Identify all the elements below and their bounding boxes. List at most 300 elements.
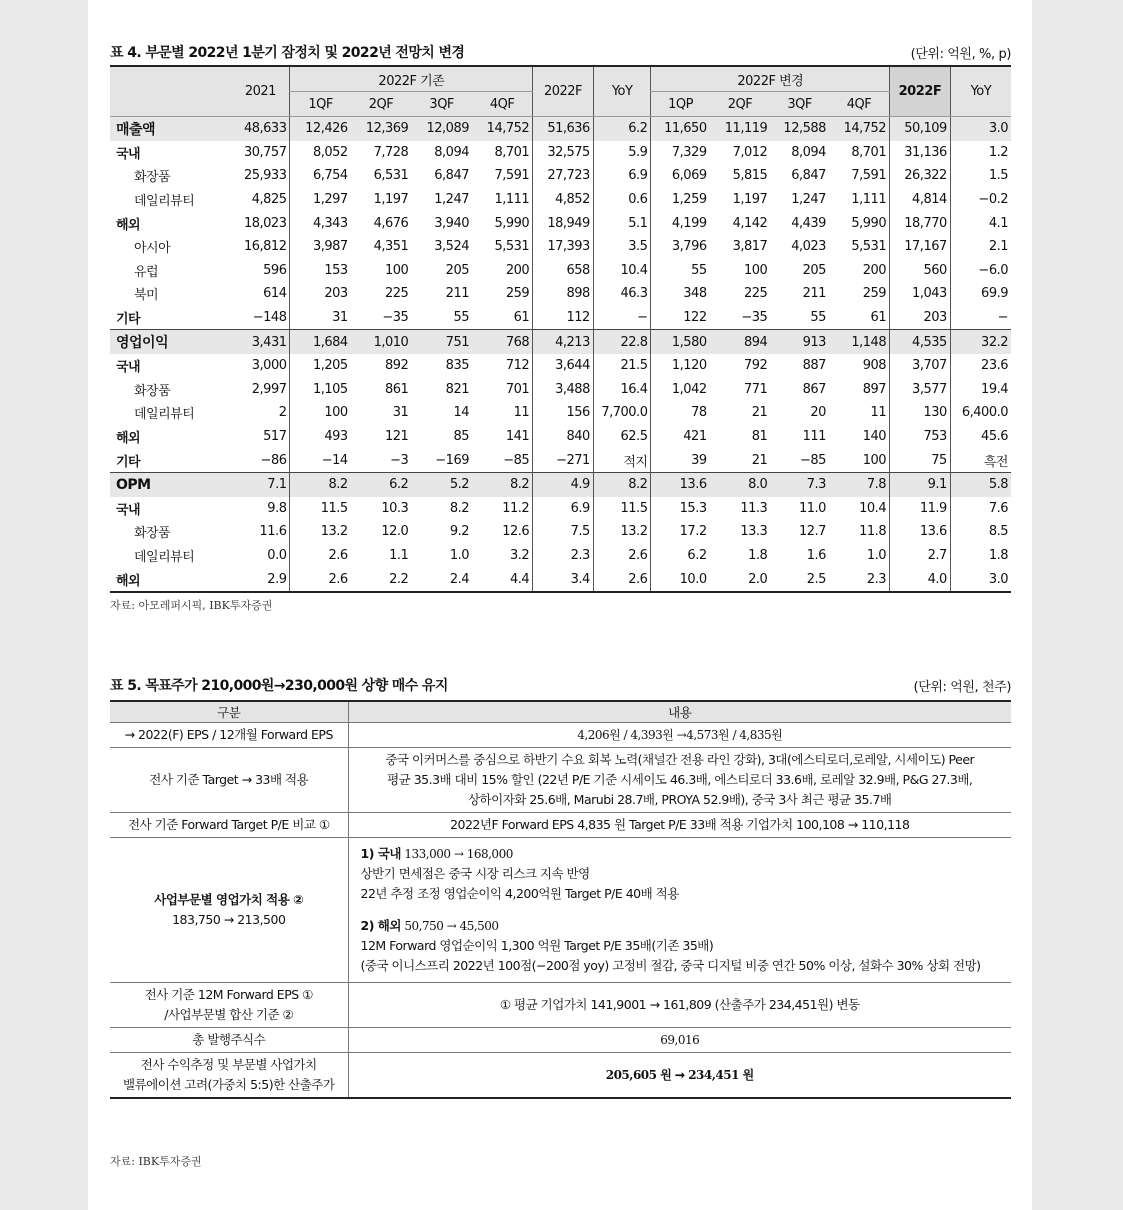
table-cell: 3.0: [950, 117, 1011, 141]
table-cell: 21: [751, 405, 768, 421]
header-quarter: 3QF: [411, 92, 472, 117]
table-cell: 771: [743, 381, 768, 397]
row-key: [110, 983, 348, 1028]
table-cell: 203: [290, 282, 351, 306]
table-cell: 560: [890, 259, 951, 283]
table-cell: 8,094: [791, 144, 826, 160]
row-label: 데일리뷰티: [134, 194, 195, 210]
table-cell: 156: [533, 401, 594, 425]
table-row: [110, 354, 1011, 378]
table-row: [110, 235, 1011, 259]
table-cell: 5.9: [593, 141, 651, 165]
row-value: 2022년F Forward EPS 4,835 원 Target P/E 33배 적용 기업가치 100,108 → 110,118: [348, 813, 1011, 838]
domestic-value: 133,000 → 168,000: [404, 847, 513, 861]
table-cell: 7.3: [770, 472, 829, 496]
row-label: 화장품: [134, 170, 171, 186]
table-cell: 50,109: [890, 117, 951, 141]
header-quarter-new: 4QF: [829, 92, 890, 117]
table-cell: 3,488: [533, 378, 594, 402]
table-cell: 4,199: [651, 211, 710, 235]
table-cell: 18,023: [243, 215, 287, 231]
table-cell: 31: [290, 306, 351, 330]
table-cell: 2.7: [890, 544, 951, 568]
col-category: 구분: [110, 701, 348, 723]
row-key: 총 발행주식수: [110, 1028, 348, 1053]
table-row: [110, 748, 1011, 813]
table-cell: 1,042: [651, 378, 710, 402]
table-cell: 8,052: [290, 141, 351, 165]
table-cell: 1.1: [389, 547, 409, 563]
table-row: [110, 259, 1011, 283]
value-line: 평균 35.3배 대비 15% 할인 (22년 P/E 기준 시세이도 46.3배, 에스티로더 33.6배, 로레알 32.9배, P&G 27.3배,: [387, 772, 973, 787]
table-cell: 27,723: [533, 164, 594, 188]
table-cell: 17,167: [890, 235, 951, 259]
table-cell: 2.0: [748, 571, 768, 587]
header-quarter-new: 1QP: [651, 92, 710, 117]
row-label: 국내: [116, 360, 141, 376]
table-cell: 10.3: [381, 500, 409, 516]
table-cell: 4,343: [290, 211, 351, 235]
table-cell: 85: [453, 429, 469, 445]
table5-header: [110, 675, 1011, 695]
table-row: [110, 211, 1011, 235]
table-cell: 4.1: [950, 211, 1011, 235]
table-cell: 3.2: [509, 547, 530, 563]
table-row: [110, 723, 1011, 748]
row-value: 4,206원 / 4,393원 →4,573원 / 4,835원: [348, 723, 1011, 748]
table-cell: 112: [533, 306, 594, 330]
table-row: [110, 838, 1011, 983]
table-cell: 12,426: [290, 117, 351, 141]
table-cell: 51,636: [533, 117, 594, 141]
row-label: OPM: [110, 472, 231, 496]
table-cell: 8.2: [472, 472, 533, 496]
table-cell: 62.5: [593, 425, 651, 449]
table-cell: 32,575: [533, 141, 594, 165]
table-cell: −3: [390, 452, 409, 468]
table-cell: 1,111: [494, 192, 530, 208]
table-cell: 5.1: [593, 211, 651, 235]
table4-title: 표 4. 부문별 2022년 1분기 잠정치 및 2022년 전망치 변경: [110, 45, 465, 61]
table-cell: 2.6: [593, 567, 651, 592]
table-cell: 897: [862, 381, 887, 397]
table-cell: 11,119: [710, 117, 771, 141]
table-cell: 19.4: [950, 378, 1011, 402]
table-cell: 5,815: [732, 168, 768, 184]
header-2022f-revised: 2022F 변경: [651, 66, 890, 92]
header-quarter: 1QF: [290, 92, 351, 117]
table-cell: 792: [743, 358, 768, 374]
table-cell: 5,531: [851, 239, 887, 255]
table-cell: 1,197: [373, 192, 409, 208]
table-cell: 1,105: [290, 378, 351, 402]
table-cell: 6.9: [593, 164, 651, 188]
key-line: 전사 수익추정 및 부문별 사업가치: [140, 1057, 317, 1072]
row-label: 기타: [116, 312, 141, 328]
table-cell: 2: [278, 405, 287, 421]
row-label: 국내: [116, 502, 141, 518]
table-cell: 12,588: [770, 117, 829, 141]
row-key: 전사 기준 Target → 33배 적용: [110, 748, 348, 813]
segment-estimate-table: [110, 65, 1011, 593]
table-cell: 122: [651, 306, 710, 330]
row-key: 전사 기준 Forward Target P/E 비교 ①: [110, 813, 348, 838]
table-cell: 3,431: [231, 330, 290, 354]
row-key: [110, 1053, 348, 1099]
table-cell: 1,148: [829, 330, 890, 354]
table-cell: 21: [751, 452, 768, 468]
table-cell: 1,205: [290, 354, 351, 378]
table-cell: 892: [385, 358, 409, 374]
table-cell: 211: [802, 286, 826, 302]
row-label: 해외: [116, 431, 141, 447]
table-cell: 61: [513, 310, 530, 326]
value-line: (중국 이니스프리 2022년 100점(−200점 yoy) 고정비 절감, 중국 디지털 비중 연간 50% 이상, 설화수 30% 상회 전망): [360, 958, 981, 973]
table-cell: 1,684: [290, 330, 351, 354]
table-cell: −169: [435, 452, 469, 468]
table-cell: 25,933: [243, 168, 287, 184]
table-cell: 225: [743, 286, 768, 302]
table-cell: 1,297: [290, 188, 351, 212]
table-cell: 768: [472, 330, 533, 354]
value-line: [361, 844, 1004, 864]
value-line: [361, 916, 1004, 936]
header-yoy-new: YoY: [950, 66, 1011, 117]
table-cell: 205: [802, 262, 826, 278]
table-cell: 22.8: [593, 330, 651, 354]
table-cell: 11.0: [798, 500, 826, 516]
table-row: [110, 520, 1011, 544]
table-cell: 5,990: [851, 215, 887, 231]
row-value: ① 평균 기업가치 141,9001 → 161,809 (산출주가 234,451원) 변동: [348, 983, 1011, 1028]
table-cell: 17.2: [651, 520, 710, 544]
table5-title: 표 5. 목표주가 210,000원→230,000원 상향 매수 유지: [110, 678, 448, 694]
table-cell: 48,633: [231, 117, 290, 141]
table-cell: 6,754: [290, 164, 351, 188]
table-cell: −271: [533, 448, 594, 472]
table-cell: 14,752: [472, 117, 533, 141]
table-cell: 6,847: [791, 168, 826, 184]
table-cell: 9.8: [267, 500, 287, 516]
table-cell: 4,351: [373, 239, 409, 255]
table-cell: −148: [252, 310, 287, 326]
table-cell: 8.2: [593, 472, 651, 496]
table-cell: 4,814: [890, 188, 951, 212]
table-cell: 0.6: [593, 188, 651, 212]
table-cell: 203: [890, 306, 951, 330]
table-cell: 8,094: [434, 144, 469, 160]
table-cell: 5.2: [411, 472, 472, 496]
table-cell: 493: [290, 425, 351, 449]
table-cell: 4.0: [890, 567, 951, 592]
table-row: [110, 813, 1011, 838]
table-cell: 153: [290, 259, 351, 283]
table-cell: 100: [862, 452, 887, 468]
table-cell: 2.1: [950, 235, 1011, 259]
table-cell: 4,023: [791, 239, 826, 255]
table-cell: 4.4: [509, 571, 530, 587]
table-cell: 11,650: [651, 117, 710, 141]
table-row: [110, 188, 1011, 212]
table-cell: 1,010: [351, 330, 412, 354]
table-cell: 751: [411, 330, 472, 354]
table-cell: 2.9: [267, 571, 287, 587]
row-value: [348, 838, 1011, 983]
table-cell: 3,707: [890, 354, 951, 378]
table-cell: 17,393: [533, 235, 594, 259]
table-cell: 111: [802, 429, 826, 445]
table-cell: 1,247: [434, 192, 469, 208]
table-cell: 11.5: [290, 497, 351, 521]
table-cell: 12,369: [351, 117, 412, 141]
table-cell: −35: [741, 310, 768, 326]
table-cell: 1.5: [950, 164, 1011, 188]
table-cell: 821: [445, 381, 469, 397]
table-cell: 13.2: [290, 520, 351, 544]
table-cell: 18,770: [890, 211, 951, 235]
table-row: [110, 141, 1011, 165]
table-cell: 4,676: [373, 215, 409, 231]
header-quarter: 2QF: [351, 92, 412, 117]
table-cell: 11.3: [740, 500, 768, 516]
table-cell: −14: [290, 448, 351, 472]
table-cell: 1.6: [806, 547, 826, 563]
key-line: 밸류에이션 고려(가중치 5:5)한 산출주가: [123, 1077, 335, 1092]
row-label: 데일리뷰티: [134, 549, 195, 565]
table-cell: 517: [263, 429, 287, 445]
table-row: [110, 983, 1011, 1028]
table-cell: 1,580: [651, 330, 710, 354]
table-cell: 6,847: [434, 168, 469, 184]
table-cell: 861: [385, 381, 409, 397]
table-cell: 8,701: [851, 144, 887, 160]
table-cell: 20: [810, 405, 826, 421]
table-cell: 1,197: [732, 192, 768, 208]
table-cell: 835: [445, 358, 469, 374]
table-cell: −: [593, 306, 651, 330]
row-label: 기타: [116, 454, 141, 470]
table-row: [110, 306, 1011, 330]
key-line: /사업부문별 합산 기준 ②: [164, 1007, 294, 1022]
table-cell: 658: [533, 259, 594, 283]
table-cell: 10.4: [859, 500, 887, 516]
table-cell: 100: [743, 262, 768, 278]
table-cell: 적지: [593, 448, 651, 472]
table-cell: 14: [453, 405, 469, 421]
table-cell: 908: [862, 358, 887, 374]
table-cell: 7.6: [950, 497, 1011, 521]
table-cell: 1,120: [651, 354, 710, 378]
table-cell: 9.2: [449, 524, 469, 540]
table-row: [110, 497, 1011, 521]
table-cell: 130: [890, 401, 951, 425]
table-cell: 259: [862, 286, 887, 302]
row-key: [110, 838, 348, 983]
table-cell: 7,700.0: [593, 401, 651, 425]
table-row: [110, 567, 1011, 592]
table-cell: 712: [505, 358, 530, 374]
table-row: [110, 117, 1011, 141]
table-cell: 13.6: [651, 472, 710, 496]
header-quarter: 4QF: [472, 92, 533, 117]
table-cell: 11.5: [593, 497, 651, 521]
table-cell: 100: [385, 262, 409, 278]
table-cell: 4,439: [791, 215, 826, 231]
table-cell: 12.6: [502, 524, 530, 540]
table-cell: 13.3: [740, 524, 768, 540]
table-cell: 12.0: [381, 524, 409, 540]
table-cell: 78: [651, 401, 710, 425]
table-cell: 13.2: [593, 520, 651, 544]
table-cell: 14,752: [829, 117, 890, 141]
table-cell: 6,400.0: [950, 401, 1011, 425]
table-cell: 21.5: [593, 354, 651, 378]
table-cell: 69.9: [950, 282, 1011, 306]
col-content: 내용: [348, 701, 1011, 723]
table-cell: 614: [263, 286, 287, 302]
table4-body: [110, 117, 1011, 592]
table-cell: 2.6: [593, 544, 651, 568]
table-cell: 4.9: [533, 472, 594, 496]
table-cell: 16.4: [593, 378, 651, 402]
table-cell: 15.3: [651, 497, 710, 521]
table-cell: 3,000: [251, 358, 287, 374]
table-cell: 75: [890, 448, 951, 472]
table-cell: 1.2: [950, 141, 1011, 165]
table-cell: 6,069: [651, 164, 710, 188]
header-quarter-new: 3QF: [770, 92, 829, 117]
table-cell: 7.1: [231, 472, 290, 496]
row-value: 69,016: [348, 1028, 1011, 1053]
table-cell: 32.2: [950, 330, 1011, 354]
row-label: 해외: [116, 573, 141, 589]
table-cell: 10.0: [651, 567, 710, 592]
key-line: 전사 기준 12M Forward EPS ①: [144, 987, 313, 1002]
table-cell: −85: [503, 452, 530, 468]
table-cell: 7,329: [651, 141, 710, 165]
table-cell: 12.7: [798, 524, 826, 540]
table-cell: 887: [802, 358, 826, 374]
table-cell: 1,247: [791, 192, 826, 208]
row-label: 국내: [116, 146, 141, 162]
table-row: [110, 1028, 1011, 1053]
table-cell: 7,591: [851, 168, 887, 184]
table-cell: 6,531: [373, 168, 409, 184]
table-cell: 205: [445, 262, 469, 278]
row-label: 북미: [134, 288, 159, 304]
row-label: 영업이익: [110, 330, 231, 354]
value-line: 상반기 면세점은 중국 시장 리스크 지속 반영: [360, 866, 590, 881]
table-cell: 6.2: [351, 472, 412, 496]
row-label: 해외: [116, 217, 141, 233]
table-cell: 30,757: [243, 144, 287, 160]
table-cell: 16,812: [243, 239, 287, 255]
table-cell: 4,213: [533, 330, 594, 354]
key-line: 183,750 → 213,500: [172, 912, 286, 927]
table-cell: 8,701: [494, 144, 530, 160]
row-label: 아시아: [134, 241, 171, 257]
table-cell: 8.2: [290, 472, 351, 496]
table-row: [110, 425, 1011, 449]
table-cell: 753: [890, 425, 951, 449]
table-cell: −: [950, 306, 1011, 330]
row-label: 화장품: [134, 383, 171, 399]
table-cell: 7.8: [829, 472, 890, 496]
table-cell: 1,259: [651, 188, 710, 212]
table-cell: 898: [533, 282, 594, 306]
table-cell: 3.4: [533, 567, 594, 592]
domestic-head: 1) 국내: [360, 846, 401, 861]
table4-unit: (단위: 억원, %, p): [910, 47, 1011, 62]
header-2022f: 2022F: [533, 66, 594, 117]
table-cell: 3,987: [290, 235, 351, 259]
table-cell: 55: [453, 310, 469, 326]
table-cell: 12,089: [411, 117, 472, 141]
table-cell: 3,940: [434, 215, 469, 231]
target-price-table: [110, 700, 1011, 1099]
table-cell: 1.0: [449, 547, 469, 563]
spacer: [361, 904, 1004, 916]
table-cell: 6.9: [533, 497, 594, 521]
row-key: → 2022(F) EPS / 12개월 Forward EPS: [110, 723, 348, 748]
table-cell: 46.3: [593, 282, 651, 306]
table-cell: 4,142: [732, 215, 768, 231]
table-cell: 1,111: [851, 192, 887, 208]
table-cell: 6.2: [651, 544, 710, 568]
table-cell: 4,852: [533, 188, 594, 212]
table-cell: 81: [751, 429, 768, 445]
table-cell: 2.6: [290, 544, 351, 568]
table-cell: 9.1: [890, 472, 951, 496]
row-label: 매출액: [110, 117, 231, 141]
table-cell: 2.3: [866, 571, 887, 587]
overseas-value: 50,750 → 45,500: [404, 919, 499, 933]
table-cell: 11: [513, 405, 530, 421]
header-yoy: YoY: [593, 66, 651, 117]
header-quarter-new: 2QF: [710, 92, 771, 117]
table-cell: 4,825: [251, 192, 287, 208]
table-cell: 23.6: [950, 354, 1011, 378]
table-cell: 7,591: [494, 168, 530, 184]
table-cell: 225: [385, 286, 409, 302]
table-cell: 2.2: [389, 571, 409, 587]
table-row: [110, 1053, 1011, 1099]
table-cell: 0.0: [267, 547, 287, 563]
table4-source: 자료: 아모레퍼시픽, IBK투자증권: [110, 599, 273, 612]
table-cell: 211: [445, 286, 469, 302]
table-cell: 3,796: [651, 235, 710, 259]
table-cell: 4,535: [890, 330, 951, 354]
table-cell: 1,043: [890, 282, 951, 306]
key-line: 사업부문별 영업가치 적용 ②: [154, 892, 304, 907]
table-cell: 100: [290, 401, 351, 425]
table-cell: 840: [533, 425, 594, 449]
table-row: [110, 330, 1011, 354]
table-cell: 2.3: [533, 544, 594, 568]
table-cell: 26,322: [890, 164, 951, 188]
table5-unit: (단위: 억원, 천주): [913, 680, 1011, 695]
table-cell: 2.4: [449, 571, 469, 587]
table-row: [110, 282, 1011, 306]
header-2021: 2021: [231, 66, 290, 117]
header-2022f-new: 2022F: [890, 66, 951, 117]
table-cell: 3.0: [950, 567, 1011, 592]
table-cell: 596: [263, 262, 287, 278]
table-row: [110, 401, 1011, 425]
table-cell: 867: [802, 381, 826, 397]
table-cell: 1.0: [866, 547, 887, 563]
table-cell: 3,817: [732, 239, 768, 255]
